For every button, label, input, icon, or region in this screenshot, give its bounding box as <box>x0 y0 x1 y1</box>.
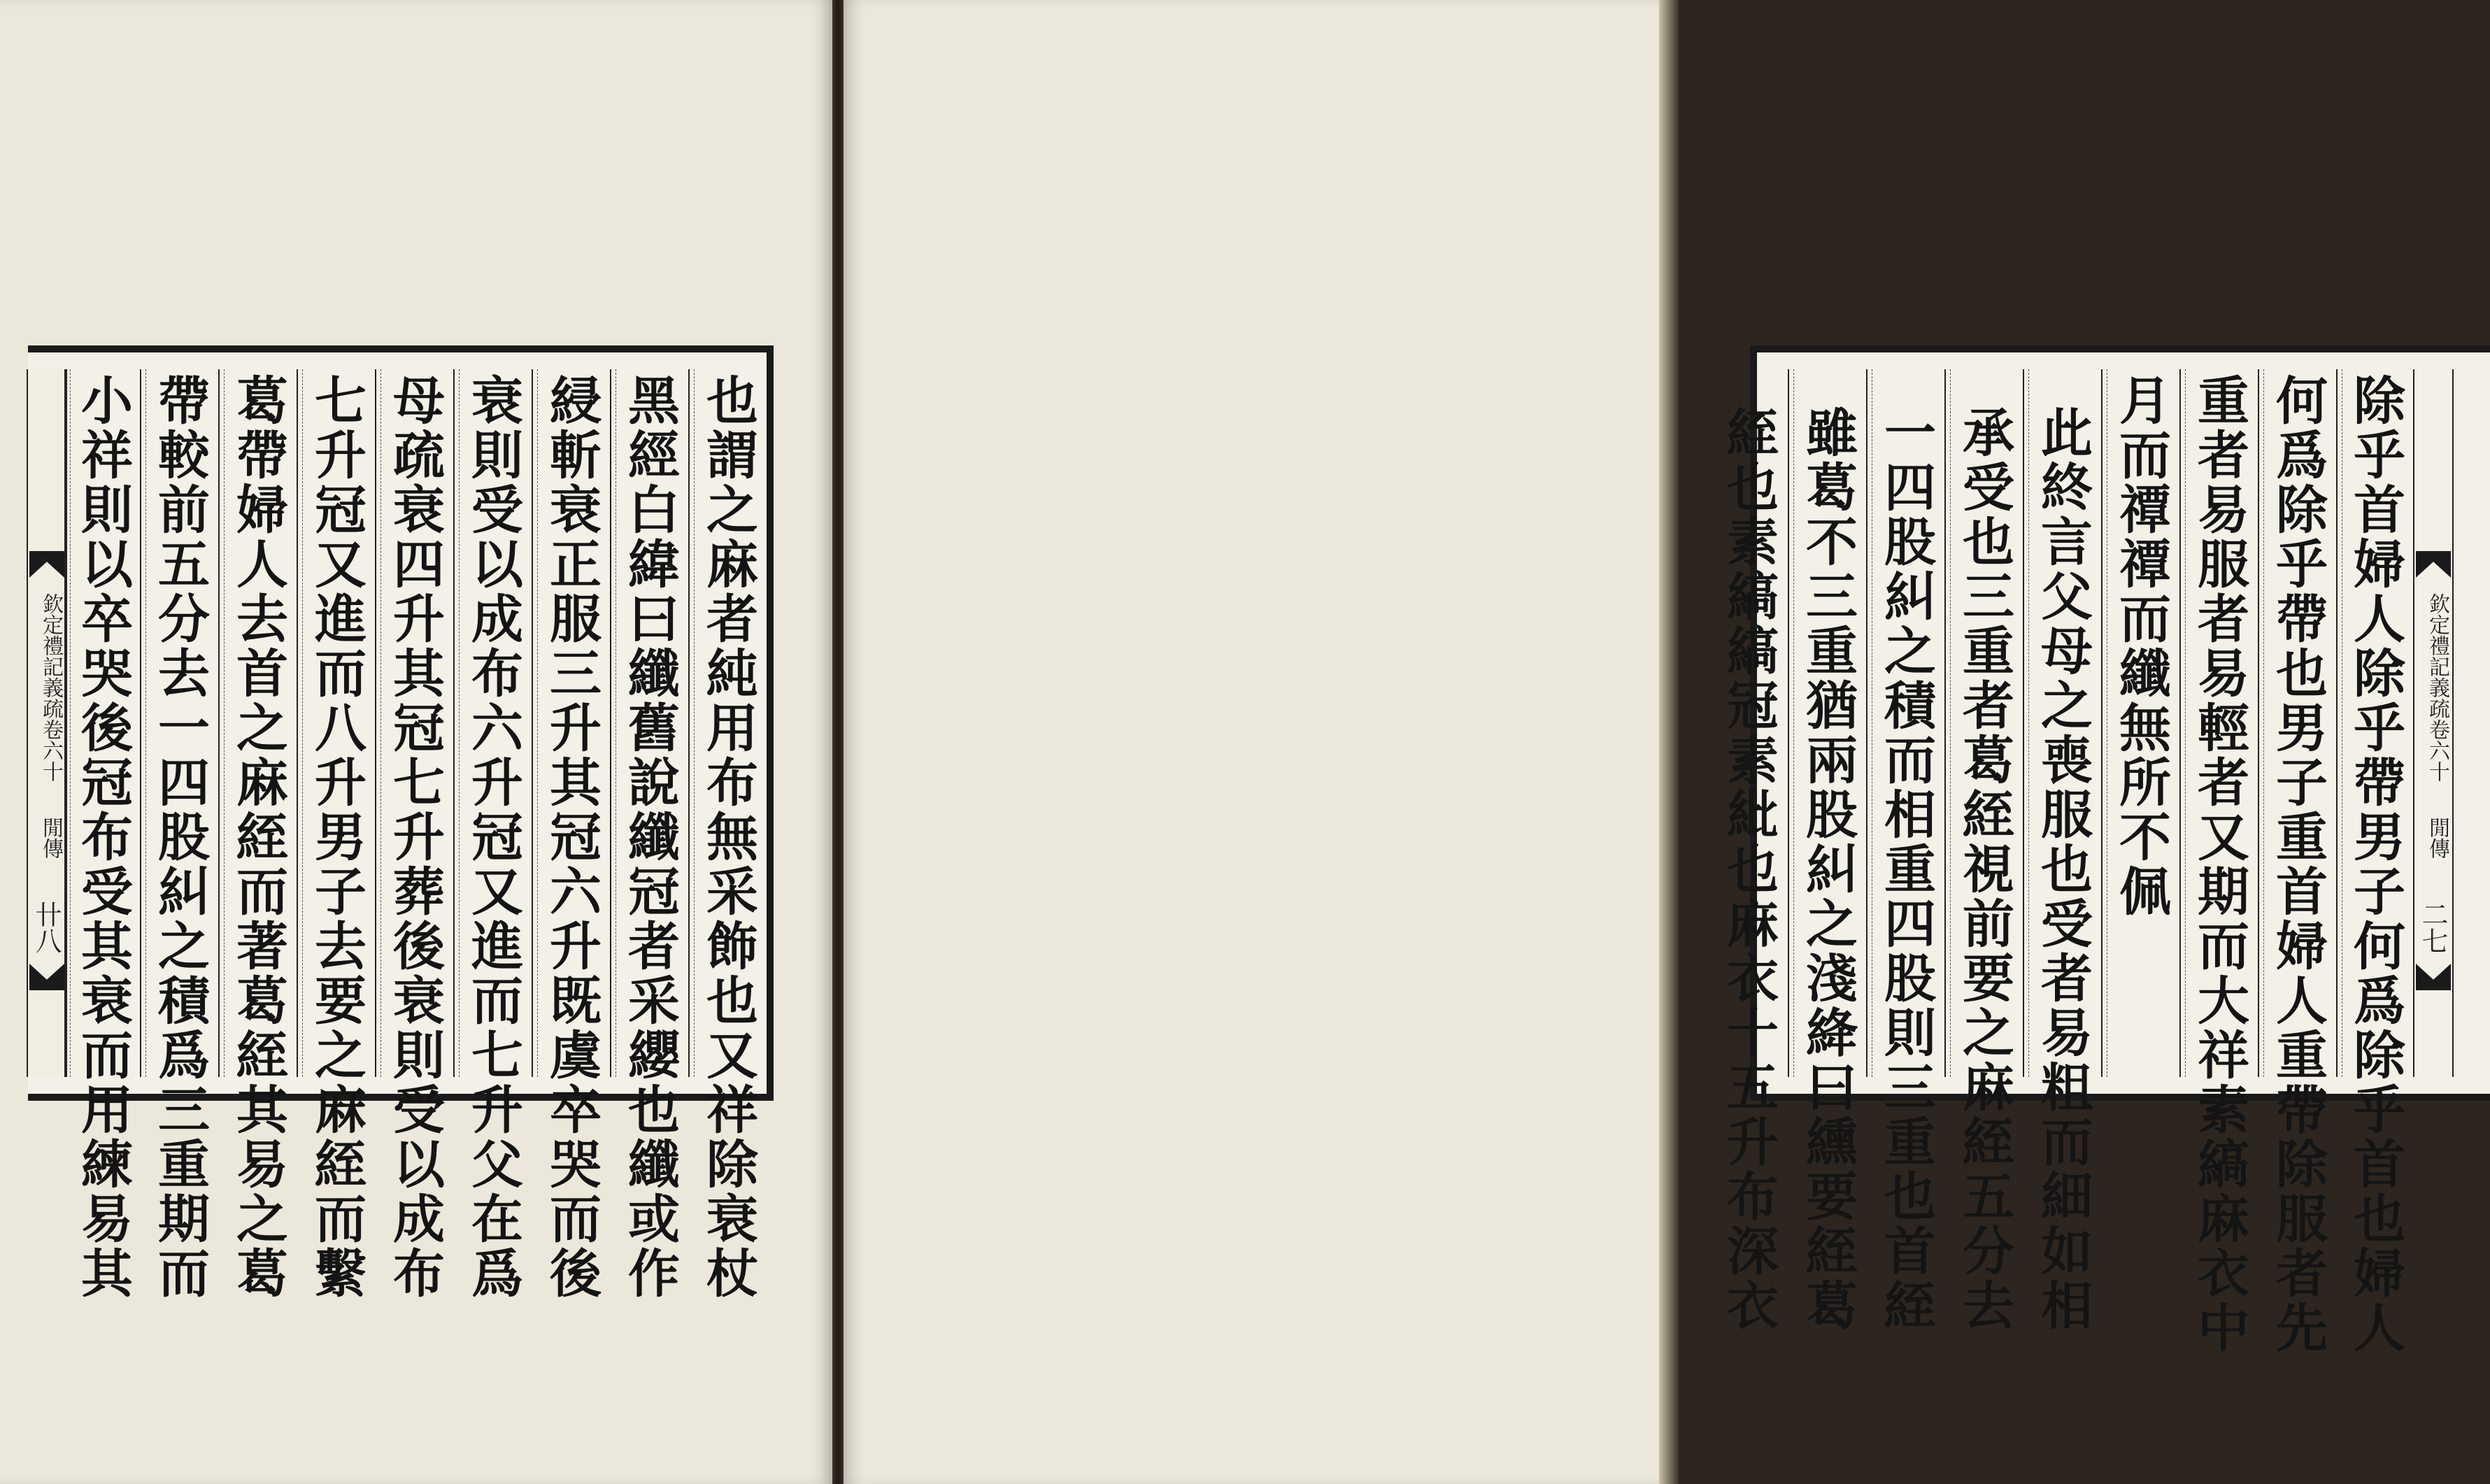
fish-tail-ornament-top <box>29 551 64 578</box>
left-page <box>0 0 832 1484</box>
right-page <box>844 0 2449 1484</box>
right-margin-title: 欽定禮記義疏卷六十 <box>2425 593 2449 782</box>
text-column-content: 月而禫禫而纖無所不佩 <box>2111 373 2171 919</box>
text-column <box>2336 369 2413 1355</box>
right-margin-page-number: 二七 <box>2417 901 2448 954</box>
left-margin-title: 欽定禮記義疏卷六十 <box>38 593 63 782</box>
text-column-content: 雖葛不三重猶兩股糾之淺絳曰纁要絰葛 <box>1798 406 1858 1333</box>
text-column <box>1788 369 1866 1333</box>
left-print-frame <box>28 345 774 1301</box>
text-column <box>297 369 375 1301</box>
text-column-content: 衰則受以成布六升冠又進而七升父在爲 <box>463 373 523 1301</box>
right-margin-section: 閒傳 <box>2425 817 2449 859</box>
left-margin-section: 閒傳 <box>38 817 63 859</box>
left-page-fold-margin <box>27 369 67 1077</box>
text-column-content: 七升冠又進而八升男子去要之麻絰而繫 <box>306 373 367 1301</box>
right-page-fold-margin <box>2413 369 2454 1077</box>
text-column <box>2023 369 2101 1333</box>
text-column-content: 絰也素縞縞冠素紕也麻衣十五升布深衣 <box>1719 406 1779 1333</box>
text-column <box>375 369 453 1301</box>
text-column <box>1709 369 1788 1333</box>
text-column <box>610 369 688 1301</box>
text-column-content: 小祥則以卒哭後冠布受其衰而用練易其 <box>73 373 133 1301</box>
text-column-content: 此終言父母之喪服也受者易粗而細如相 <box>2033 406 2093 1333</box>
text-column-content: 黑經白緯曰纖舊說纖冠者采纓也纖或作 <box>620 373 680 1301</box>
text-column <box>64 369 140 1301</box>
text-column <box>2101 369 2179 1077</box>
text-column <box>688 369 767 1301</box>
text-column-content: 母疏衰四升其冠七升葬後衰則受以成布 <box>385 373 445 1301</box>
text-column <box>2258 369 2336 1355</box>
text-column <box>140 369 218 1301</box>
text-column-content: 重者易服者易輕者又期而大祥素縞麻衣中 <box>2189 373 2249 1355</box>
fish-tail-ornament-top <box>2416 551 2451 578</box>
text-column-content: 帶較前五分去一四股糾之積爲三重期而 <box>150 373 210 1301</box>
text-column <box>1866 369 1944 1333</box>
text-column-content: 何爲除乎帶也男子重首婦人重帶除服者先 <box>2268 373 2328 1355</box>
left-margin-page-number: 卄八 <box>31 901 62 954</box>
text-column-content: 綅斬衰正服三升其冠六升既虞卒哭而後 <box>541 373 602 1301</box>
book-edge-right <box>1659 0 1679 1484</box>
text-column-content: 葛帶婦人去首之麻絰而著葛絰其易之葛 <box>228 373 288 1301</box>
text-column-content: 也謂之麻者純用布無采飾也又祥除衰杖 <box>698 373 758 1301</box>
text-column-content: 一四股糾之積而相重四股則三重也首絰 <box>1876 406 1936 1333</box>
fish-tail-ornament-bottom <box>2416 964 2451 990</box>
text-column <box>1944 369 2023 1333</box>
book-spine-gutter <box>832 0 844 1484</box>
right-print-frame <box>1719 345 2490 1355</box>
fish-tail-ornament-bottom <box>29 964 64 990</box>
text-column <box>453 369 532 1301</box>
text-column-content: 承受也三重者葛絰視前要之麻絰五分去 <box>1954 406 2014 1333</box>
text-column-content: 除乎首婦人除乎帶男子何爲除乎首也婦人 <box>2345 373 2405 1355</box>
text-column <box>532 369 610 1301</box>
text-column <box>218 369 297 1301</box>
text-column <box>2179 369 2258 1355</box>
